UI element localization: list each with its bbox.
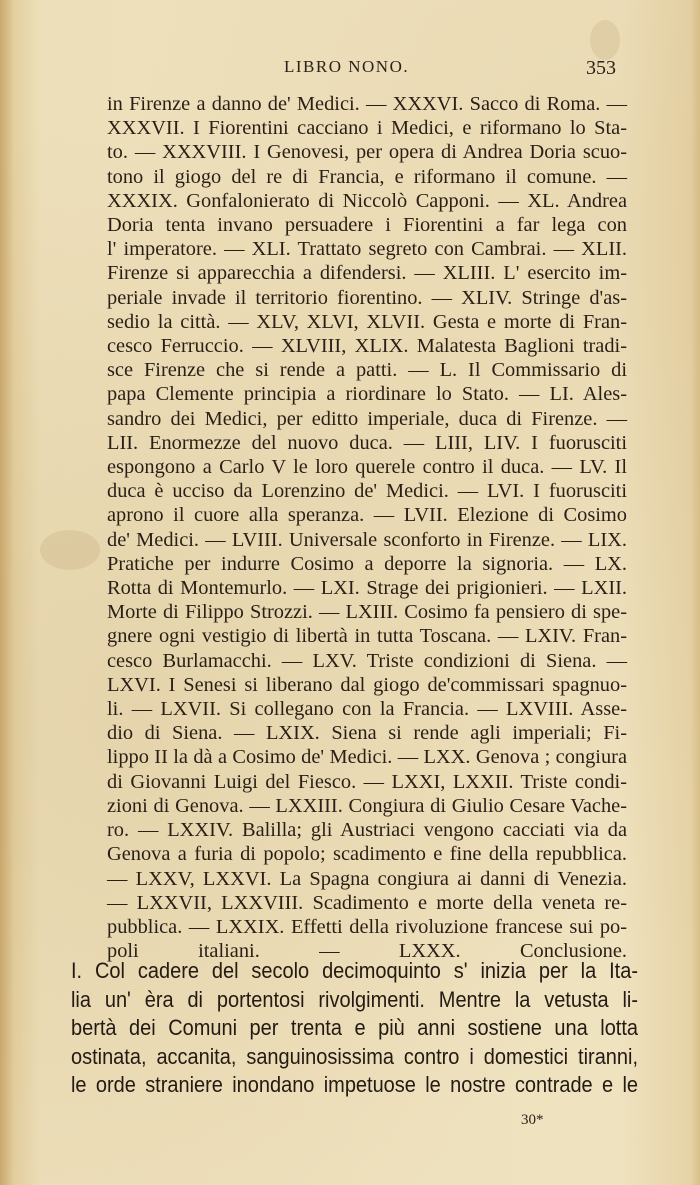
- summary-line: zioni di Genova. — LXXIII. Congiura di Giulio Cesare Vache-: [107, 794, 627, 817]
- summary-line: duca è ucciso da Lorenzino de' Medici. — LVI. I fuorusciti: [107, 480, 627, 503]
- body-line: ostinata, accanita, sanguinosissima contro i domestici tiranni,: [71, 1043, 638, 1069]
- summary-line: gnere ogni vestigio di libertà in tutta Toscana. — LXIV. Fran-: [107, 625, 627, 648]
- summary-line: Morte di Filippo Strozzi. — LXIII. Cosimo fa pensiero di spe-: [107, 601, 627, 624]
- summary-line: Firenze si apparecchia a difendersi. — XLIII. L' esercito im-: [107, 262, 627, 285]
- summary-line: espongono a Carlo V le loro querele contro il duca. — LV. Il: [107, 456, 627, 479]
- summary-line: LII. Enormezze del nuovo duca. — LIII, LIV. I fuorusciti: [107, 431, 627, 454]
- summary-line: di Giovanni Luigi del Fiesco. — LXXI, LXXII. Triste condi-: [107, 770, 627, 793]
- summary-line: aprono il cuore alla speranza. — LVII. Elezione di Cosimo: [107, 504, 627, 527]
- signature-mark: 30*: [521, 1112, 544, 1128]
- summary-line: LXVI. I Senesi si liberano dal giogo de'commissari spagnuo-: [107, 673, 627, 696]
- paper-stain: [590, 20, 620, 60]
- body-line: bertà dei Comuni per trenta e più anni sostiene una lotta: [71, 1015, 638, 1040]
- summary-line: sce Firenze che si rende a patti. — L. Il Commissario di: [107, 359, 627, 382]
- summary-line: to. — XXXVIII. I Genovesi, per opera di Andrea Doria scuo-: [107, 141, 627, 164]
- page-header: [0, 57, 700, 83]
- summary-line: cesco Ferruccio. — XLVIII, XLIX. Malatesta Baglioni tradi-: [107, 335, 627, 358]
- summary-line: sedio la città. — XLV, XLVI, XLVII. Gesta e morte di Fran-: [107, 310, 627, 333]
- summary-line: — LXXV, LXXVI. La Spagna congiura ai danni di Venezia.: [107, 867, 627, 890]
- summary-line: ro. — LXXIV. Balilla; gli Austriaci vengono cacciati via da: [107, 819, 627, 842]
- summary-line: de' Medici. — LVIII. Universale sconforto in Firenze. — LIX.: [107, 528, 627, 551]
- summary-line: dio di Siena. — LXIX. Siena si rende agli imperiali; Fi-: [107, 722, 627, 745]
- running-title: LIBRO NONO.: [284, 57, 410, 76]
- summary-line: Pratiche per indurre Cosimo a deporre la signoria. — LX.: [107, 552, 627, 575]
- chapter-summary: [107, 92, 627, 963]
- summary-line: l' imperatore. — XLI. Trattato segreto con Cambrai. — XLII.: [107, 238, 627, 261]
- summary-line: cesco Burlamacchi. — LXV. Triste condizioni di Siena. —: [107, 649, 627, 672]
- paper-stain: [40, 530, 100, 570]
- summary-line: XXXVII. I Fiorentini cacciano i Medici, e riformano lo Sta-: [107, 117, 627, 140]
- summary-line: periale invade il territorio fiorentino. — XLIV. Stringe d'as-: [107, 286, 627, 309]
- summary-line: Doria tenta invano persuadere i Fiorentini a far lega con: [107, 214, 627, 237]
- summary-line: Genova a furia di popolo; scadimento e fine della repubblica.: [107, 843, 627, 866]
- summary-line: lippo II la dà a Cosimo de' Medici. — LXX. Genova ; congiura: [107, 746, 627, 769]
- summary-line: Rotta di Montemurlo. — LXI. Strage dei prigionieri. — LXII.: [107, 577, 627, 600]
- summary-line: papa Clemente principia a riordinare lo Stato. — LI. Ales-: [107, 383, 627, 406]
- summary-line: pubblica. — LXXIX. Effetti della rivoluzione francese sui po-: [107, 915, 627, 938]
- summary-line: li. — LXVII. Si collegano con la Francia. — LXVIII. Asse-: [107, 698, 627, 721]
- summary-line: in Firenze a danno de' Medici. — XXXVI. Sacco di Roma. —: [107, 93, 627, 115]
- page-number: 353: [586, 57, 616, 79]
- body-line: lia un' èra di portentosi rivolgimenti. Mentre la vetusta li-: [71, 986, 638, 1012]
- body-line: le orde straniere inondano impetuose le nostre contrade e le: [71, 1072, 638, 1097]
- summary-line: tono il giogo del re di Francia, e riformano il comune. —: [107, 165, 627, 188]
- body-paragraph: [71, 957, 638, 1100]
- summary-line: sandro dei Medici, per editto imperiale, duca di Firenze. —: [107, 407, 627, 430]
- summary-line: XXXIX. Gonfalonierato di Niccolò Capponi. — XL. Andrea: [107, 189, 627, 212]
- summary-line: poli italiani. — LXXX. Conclusione.: [107, 940, 627, 963]
- body-line: I. Col cadere del secolo decimoquinto s' inizia per la Ita-: [71, 958, 638, 983]
- summary-line: — LXXVII, LXXVIII. Scadimento e morte della veneta re-: [107, 891, 627, 914]
